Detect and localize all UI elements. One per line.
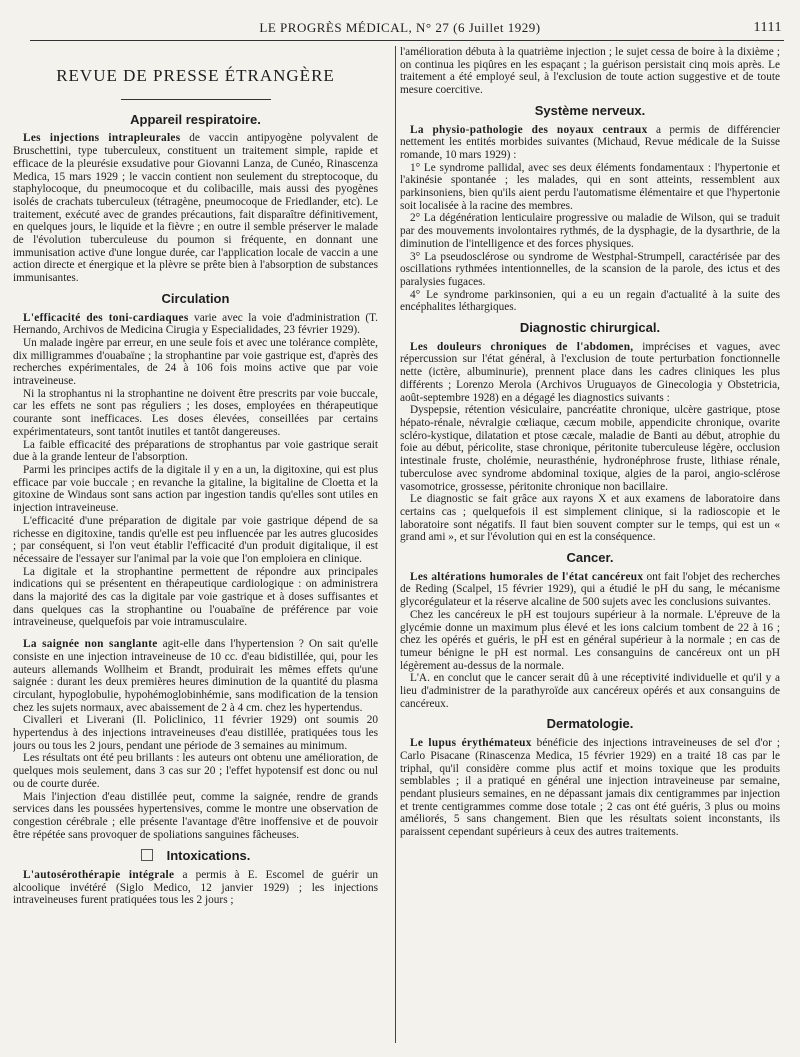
- journal-title: LE PROGRÈS MÉDICAL, N° 27 (6 Juillet 1929): [259, 20, 541, 35]
- paragraph: La faible efficacité des préparations de strophantus par voie gastrique serait due à la grande lenteur de l'absorption.: [13, 438, 378, 464]
- article-lead: La saignée non sanglante: [23, 638, 158, 651]
- paragraph: 4° Le syndrome parkinsonien, qui a eu un regain d'actualité à la suite des encéphalites léthargiques.: [400, 288, 780, 314]
- heading-cancer: Cancer.: [566, 550, 614, 566]
- paragraph: Chez les cancéreux le pH est toujours supérieur à la normale. L'épreuve de la glycémie donne un maximum plus élevé et les ions calcium tombent de 22 à 16 ; chez les opérés et guéris, le pH est en général supérieur à la normale ; en cas de tumeur bénigne le pH est normal. Les consanguins de cancéreux ont un pH légèrement au-dessus de la normale.: [400, 608, 780, 672]
- heading-appareil-respiratoire: Appareil respiratoire.: [130, 111, 261, 127]
- paragraph: L'efficacité d'une préparation de digitale par voie gastrique dépend de sa richesse en digitoxine, tandis qu'elle est peu influencée par les autres glucosides ; par conséquent, si l'on veut établir l'efficacité d'un produit digitalique, il est nécessaire de l'essayer sur l'animal par la voie que l'on emploiera en clinique.: [13, 514, 378, 565]
- article-lead: L'autosérothérapie intégrale: [23, 869, 175, 882]
- heading-text: Intoxications.: [166, 848, 251, 864]
- heading-diagnostic-chirurgical: Diagnostic chirurgical.: [519, 320, 661, 336]
- article-text: imprécises et vagues, avec répercussion sur l'état général, à l'exclusion de toute perturbation fonctionnelle nette (ictère, albuminurie), prennent place dans les cadres cliniques les plus différents ; Lorenzo Merola (Archivos Uruguayos de Ginecologia y Obstetricia, août-septembre 1928) en a dégagé les diagnostics suivants :: [400, 340, 780, 404]
- paragraph: l'amélioration débuta à la quatrième injection ; le sujet cessa de boire à la dixième ; on continua les piqûres en les espaçant ; la guérison persistait cinq mois après. Le traitement a été employé seul, à l'exclusion de toute action suggestive et de toute mesure coercitive.: [400, 46, 780, 97]
- ornament-icon: [141, 849, 153, 861]
- heading-circulation: Circulation: [161, 290, 230, 306]
- heading-systeme-nerveux: Système nerveux.: [534, 102, 646, 118]
- article-paragraph: [13, 312, 378, 337]
- paragraph: 2° La dégénération lenticulaire progressive ou maladie de Wilson, qui se traduit par des mouvements involontaires rythmés, de la dysphagie, de la dysarthrie, de la diminution de l'intelligence et des forces physiques.: [400, 212, 780, 250]
- article-paragraph: [400, 737, 780, 839]
- article-paragraph: [13, 132, 378, 284]
- article-text: bénéficie des injections intraveineuses de sel d'or ; Carlo Pisacane (Rinascenza Medica, 15 février 1929) en a traité 18 cas par le triphal, qu'il considère comme plus actif et moins toxique que les produits semblables ; il a pratiqué en général une injection intraveineuse par semaine, pendant plusieurs semaines, en ne dépassant jamais dix centigrammes par injection et trente centigrammes comme dose totale ; 2 cas ont été guéris, 3 plus ou moins améliorés, 5 sans changement. Bien que les résultats soient inconstants, ils paraissent cependant supérieurs à ceux des autres traitements.: [400, 737, 780, 839]
- section-title: REVUE DE PRESSE ÉTRANGÈRE: [56, 66, 335, 85]
- article-text: a permis à E. Escomel de guérir un alcoolique invétéré (Siglo Medico, 12 janvier 1929) ; les injections intraveineuses furent pratiquées tous les 2 jours ;: [13, 869, 378, 907]
- paragraph: Le diagnostic se fait grâce aux rayons X et aux examens de laboratoire dans certains cas ; quelquefois il est simplement clinique, si la radioscopie et le laboratoire sont négatifs. Il faut bien souvent compter sur le temps, qui est un « grand ami », et sur l'évolution qui en est la conséquence.: [400, 493, 780, 544]
- heading-intoxications: [13, 849, 378, 863]
- article-paragraph: [400, 571, 780, 609]
- page-number: 1111: [753, 20, 782, 35]
- paragraph: 3° La pseudosclérose ou syndrome de Westphal-Strumpell, caractérisée par des oscillations rythmées intentionnelles, de la scansion de la parole, des ictus et des paralysies fugaces.: [400, 250, 780, 288]
- paragraph: 1° Le syndrome pallidal, avec ses deux éléments fondamentaux : l'hypertonie et l'akinésie spontanée ; les malades, qui en sont atteints, ressemblent aux parkinsoniens, bien qu'ils aient perdu l'automatisme élémentaire et que l'hypertonie soit localisée à la racine des membres.: [400, 161, 780, 212]
- article-lead: Les injections intrapleurales: [23, 132, 181, 145]
- article-text: ont fait l'objet des recherches de Reding (Scalpel, 15 février 1929), qui a étudié le pH du sang, le mécanisme glycorégulateur et la réserve alcaline de 500 sujets avec les conclusions suivantes.: [400, 570, 780, 609]
- article-lead: Le lupus érythémateux: [410, 737, 532, 750]
- paragraph: Civalleri et Liverani (Il. Policlinico, 11 février 1929) ont soumis 20 hypertendus à des injections intraveineuses d'eau distillée, pratiquées tous les jours ou tous les 2 jours, pendant une période de 3 semaines au minimum.: [13, 714, 378, 752]
- paragraph: Les résultats ont été peu brillants : les auteurs ont obtenu une amélioration, de quelques mois seulement, dans 3 cas sur 20 ; l'effet hypotensif est donc ou nul ou de courte durée.: [13, 752, 378, 790]
- heading-dermatologie: Dermatologie.: [546, 716, 634, 732]
- left-column: [13, 54, 378, 1047]
- paragraph: Mais l'injection d'eau distillée peut, comme la saignée, rendre de grands services dans les poussées hypertensives, comme le montre une observation de congestion cérébrale ; elle présente l'avantage d'être inoffensive et de pouvoir être répétée sans provoquer de spoliations sanguines fâcheuses.: [13, 790, 378, 841]
- header-rule: [30, 40, 784, 41]
- article-text: varie avec la voie d'administration (T. Hernando, Archivos de Medicina Cirugia y Especialidades, 23 février 1929).: [13, 311, 378, 337]
- article-lead: La physio-pathologie des noyaux centraux: [410, 123, 648, 136]
- article-paragraph: [400, 124, 780, 162]
- title-rule: [121, 99, 271, 100]
- column-divider: [395, 46, 396, 1043]
- article-paragraph: [13, 869, 378, 907]
- article-paragraph: [400, 341, 780, 405]
- paragraph: Ni la strophantus ni la strophantine ne doivent être prescrits par voie buccale, car les effets ne sont pas réguliers ; les doses, employées en thérapeutique courante sont inefficaces. Les doses élevées, conseillées par certains expérimentateurs, sont tantôt inutiles et tantôt dangereuses.: [13, 387, 378, 438]
- article-lead: Les douleurs chroniques de l'abdomen,: [410, 340, 634, 353]
- article-text: de vaccin antipyogène polyvalent de Bruschettini, type tuberculeux, constituent un traitement simple, rapide et efficace de la pleurésie exsudative pour Giovanni Lanza, de Cunéo, Rinascenza Medica, 15 mars 1929 ; le vaccin contient non seulement du streptocoque, du staphylocoque, du pneumocoque et du colibacille, mais aussi des pyogènes isolés de crachats tuberculeux (tétragène, pneumocoque de Friedlander, etc). Le traitement, exécuté avec de grandes précautions, fait disparaître définitivement, en quelques jours, le liquide et la fièvre ; en outre il semble préserver le malade de l'évolution tuberculeuse du poumon si fréquente, en donnant une immunisation active d'une longue durée, car l'application locale de vaccin a une action directe et énergique et la plèvre se prête bien à l'absorption de substances immunisantes.: [13, 132, 378, 285]
- running-header: [0, 18, 800, 38]
- article-lead: Les altérations humorales de l'état cancéreux: [410, 570, 644, 583]
- paragraph: Un malade ingère par erreur, en une seule fois et avec une tolérance complète, dix milligrammes d'ouabaïne ; la strophantine par voie gastrique est, d'après des recherches expérimentales, de 24 à 106 fois moins active que par voie intraveineuse.: [13, 336, 378, 388]
- article-lead: L'efficacité des toni-cardiaques: [23, 311, 189, 324]
- paragraph: Parmi les principes actifs de la digitale il y en a un, la digitoxine, qui est plus efficace par voie buccale ; en revanche la gitaline, la bigitaline de Cloetta et la gitoxine de Windaus sont sans action par ingestion tandis qu'elles sont utiles en injection intraveineuse.: [13, 463, 378, 515]
- right-column: [400, 46, 780, 1047]
- paragraph: L'A. en conclut que le cancer serait dû à une réceptivité individuelle et qu'il y a lieu d'administrer de la parathyroïde aux cancéreux opérés et aux consanguins de cancéreux.: [400, 672, 780, 710]
- article-text: a permis de différencier nettement les entités morbides suivantes (Michaud, Revue médicale de la Suisse romande, 10 mars 1929) :: [400, 123, 780, 161]
- article-paragraph: [13, 638, 378, 714]
- paragraph: La digitale et la strophantine permettent de répondre aux principales indications qui se présentent en thérapeutique cardiologique : on administrera dans la majorité des cas la digitale par voie gastrique et à doses suffisantes et dans quelques cas la strophantine ou l'ouabaïne de préférence par voie intraveineuse, quelquefois par voie intramusculaire.: [13, 565, 378, 629]
- article-text: agit-elle dans l'hypertension ? On sait qu'elle consiste en une injection intraveineuse de 10 cc. d'eau bidistillée, qui, pour les auteurs allemands Wollheim et Brandt, produirait les mêmes effets qu'une saignée : durant les deux premières heures diminution de la quantité du plasma circulant, hypoglobulie, hypohémoglobinhémie, sans modification de la tension chez les sujets normaux, avec abaissement de 2 à 4 cm. chez les hypertendus.: [13, 638, 378, 714]
- paragraph: Dyspepsie, rétention vésiculaire, pancréatite chronique, ulcère gastrique, ptose hépato-rénale, névralgie cœliaque, cæcum mobile, appendicite chronique, ovarite scléro-kystique, dilatation et ptose cæcale, maladie de Banti au début, atrophie du foie au début, péricolite, stase chronique, péritonite tuberculeuse légère, occlusion intestinale fruste, cholémie, neurasthénie, hydronéphrose fruste, lithiase rénale, tuberculose avec syndrome abdominal toxique, algies de la paroi, angio-sclérose vasomotrice, grossesse, péritonite chronique non bacillaire.: [400, 404, 780, 493]
